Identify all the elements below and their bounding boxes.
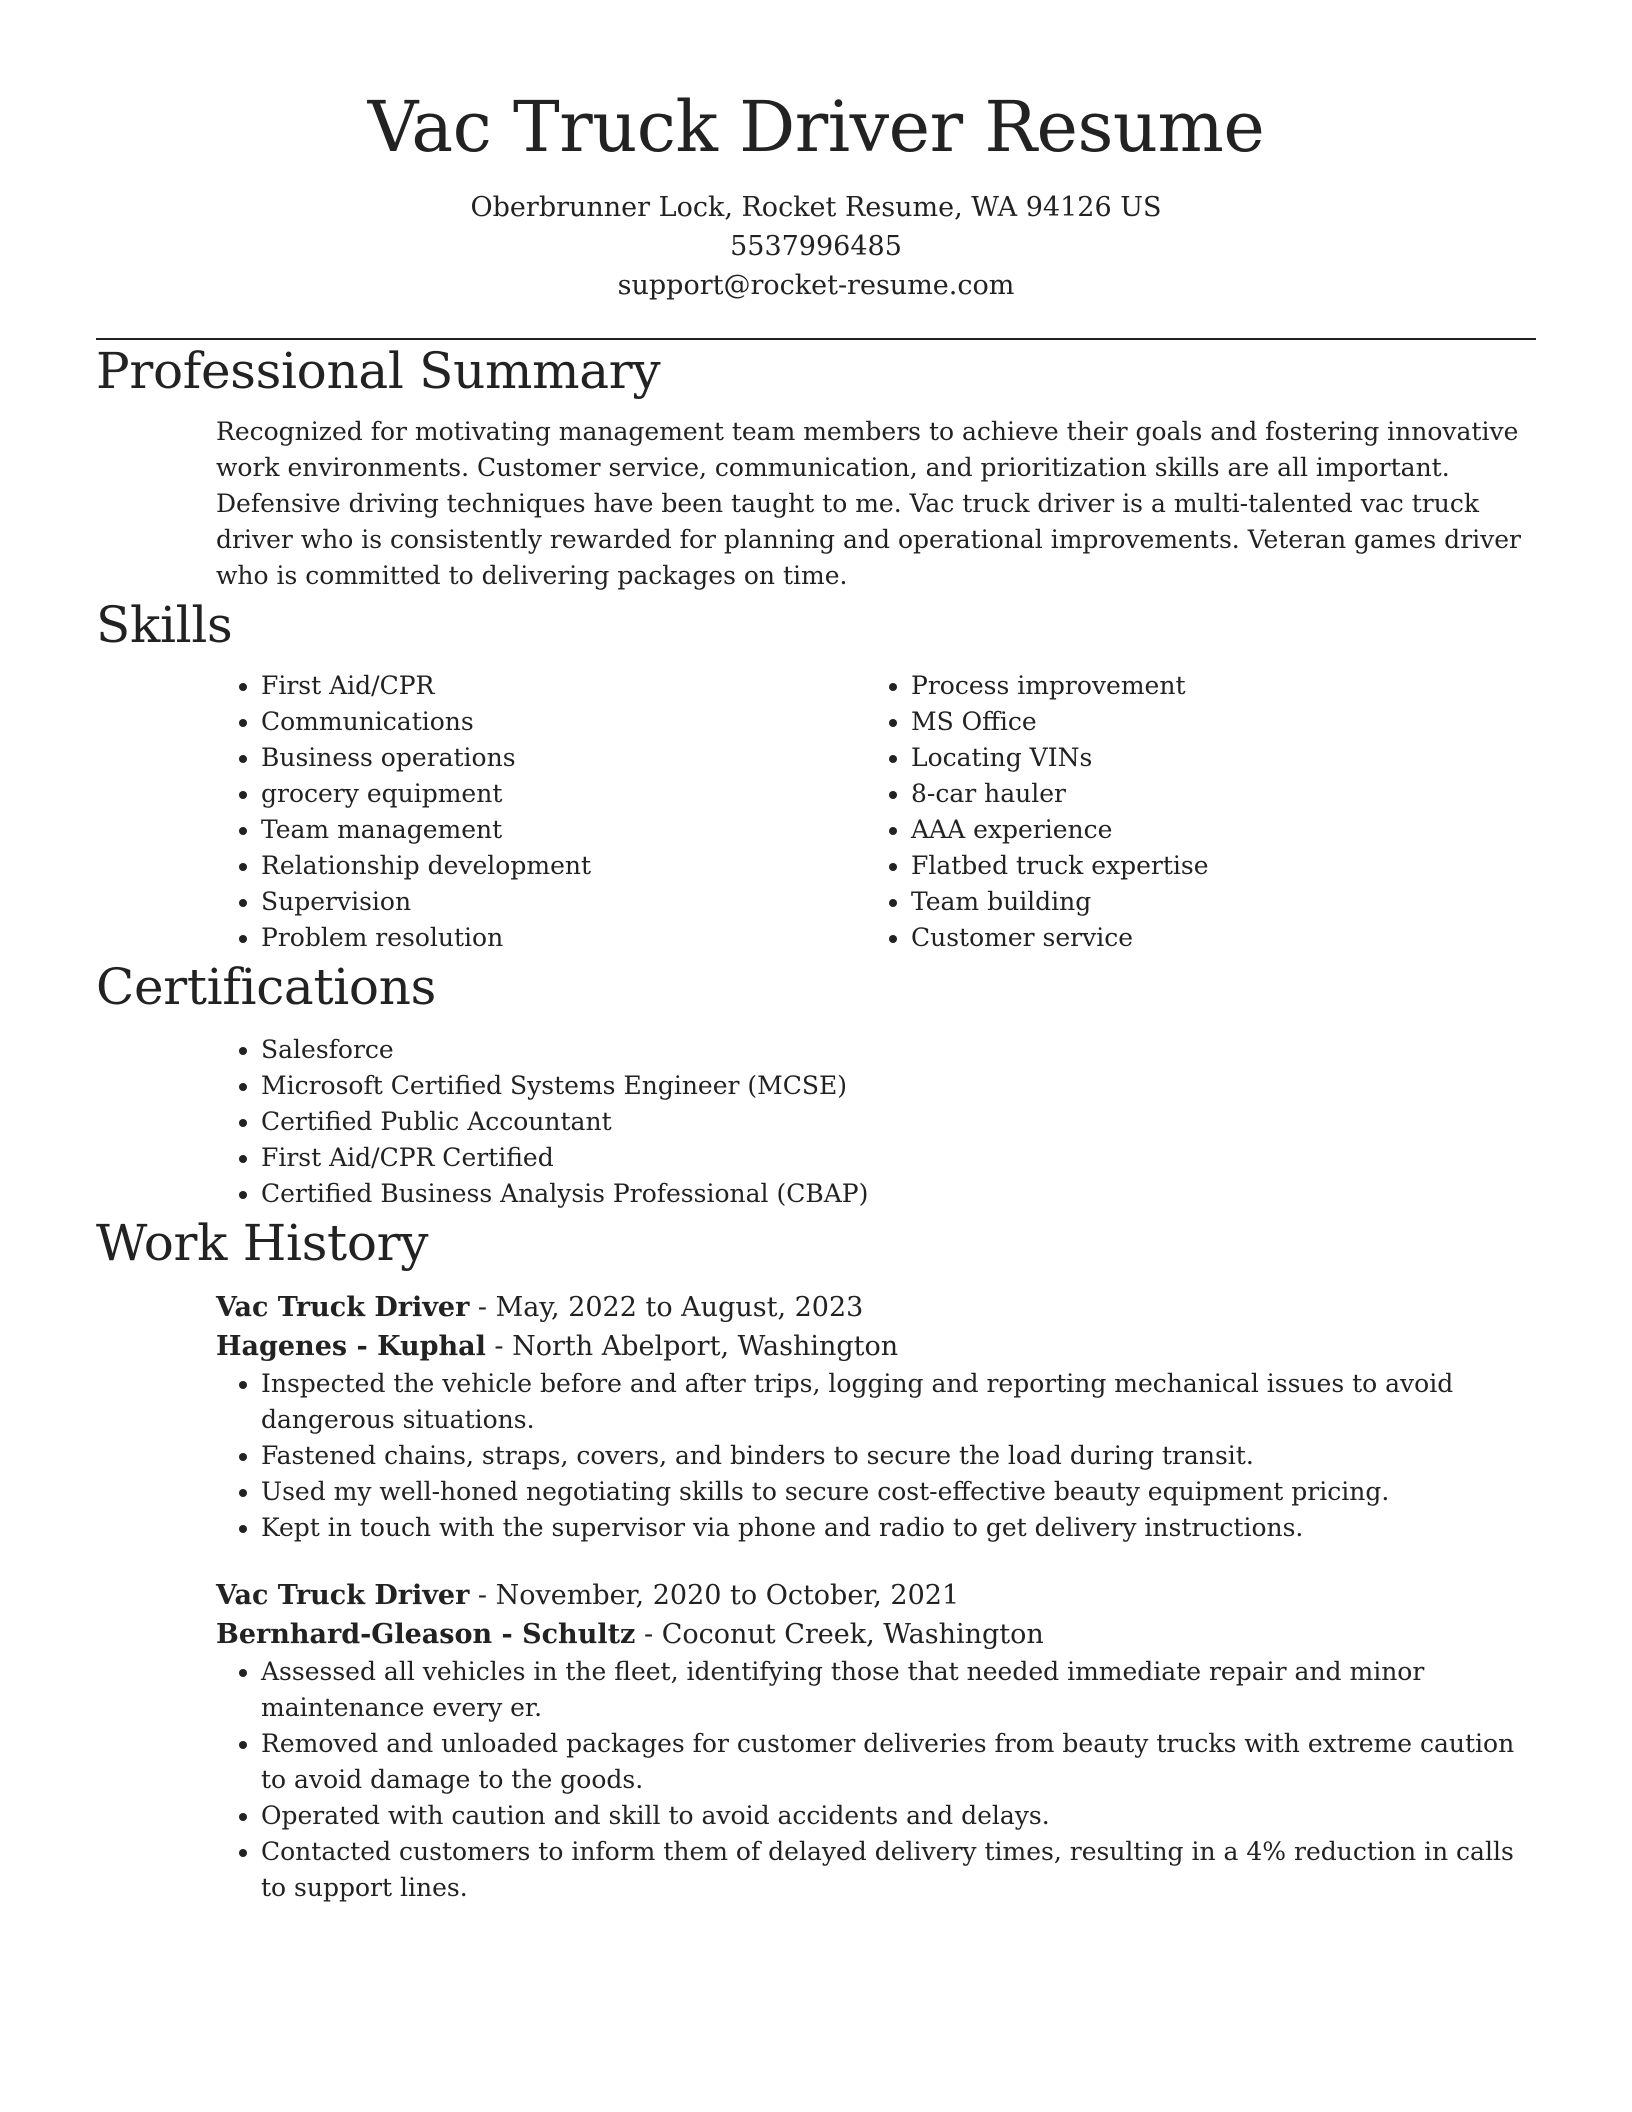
job-separator: - <box>635 1619 662 1650</box>
job-duty: • Kept in touch with the supervisor via phone and radio to get delivery instructions. <box>261 1510 1536 1546</box>
contact-email: support@rocket-resume.com <box>617 270 1015 301</box>
skill-item: • Locating VINs <box>911 740 1516 776</box>
job-separator: - <box>469 1292 496 1323</box>
job-title-line <box>216 1576 1536 1615</box>
summary-heading: Professional Summary <box>96 342 661 400</box>
skills-column-left <box>216 668 866 956</box>
job-duty: • Removed and unloaded packages for customer deliveries from beauty trucks with extreme caution to avoid damage to the goods. <box>261 1726 1536 1798</box>
skill-item: • First Aid/CPR <box>261 668 866 704</box>
skill-item: • Team management <box>261 812 866 848</box>
certifications-section <box>96 956 1536 1212</box>
job-duties-list <box>216 1654 1536 1906</box>
certifications-heading: Certifications <box>96 958 436 1016</box>
skill-item: • Team building <box>911 884 1516 920</box>
resume-title: Vac Truck Driver Resume <box>367 86 1265 168</box>
job-company-line <box>216 1327 1536 1366</box>
job-duty: • Fastened chains, straps, covers, and binders to secure the load during transit. <box>261 1438 1536 1474</box>
certification-item: • Certified Public Accountant <box>261 1104 1536 1140</box>
job-location: North Abelport, Washington <box>512 1331 899 1362</box>
skill-item: • Business operations <box>261 740 866 776</box>
work-history-section <box>96 1212 1536 1906</box>
summary-text: Recognized for motivating management team members to achieve their goals and fostering innovative work environments. Customer service, communication, and prioritization skills are all important. Defensive driving techniques have been taught to me. Vac truck driver is a multi-talented vac truck driver who is consistently rewarded for planning and operational improvements. Veteran games driver who is committed to delivering packages on time. <box>216 417 1522 590</box>
skills-grid <box>96 668 1536 956</box>
job-dates: May, 2022 to August, 2023 <box>495 1292 864 1323</box>
job-entry <box>96 1288 1536 1546</box>
skills-heading: Skills <box>96 596 233 654</box>
summary-section <box>96 340 1536 594</box>
resume-header <box>96 0 1536 305</box>
job-duty: • Operated with caution and skill to avoid accidents and delays. <box>261 1798 1536 1834</box>
job-duty: • Inspected the vehicle before and after trips, logging and reporting mechanical issues to avoid dangerous situations. <box>261 1366 1536 1438</box>
job-role: Vac Truck Driver <box>216 1292 470 1323</box>
skills-list-right <box>866 668 1516 956</box>
job-duty: • Used my well-honed negotiating skills to secure cost-effective beauty equipment pricing. <box>261 1474 1536 1510</box>
skill-item: • Flatbed truck expertise <box>911 848 1516 884</box>
contact-info <box>96 188 1536 305</box>
skill-item: • MS Office <box>911 704 1516 740</box>
job-entry <box>96 1576 1536 1906</box>
contact-phone: 5537996485 <box>730 231 902 262</box>
job-company-line <box>216 1615 1536 1654</box>
job-dates: November, 2020 to October, 2021 <box>495 1580 960 1611</box>
skill-item: • Communications <box>261 704 866 740</box>
skill-item: • Supervision <box>261 884 866 920</box>
job-location: Coconut Creek, Washington <box>661 1619 1044 1650</box>
certifications-list <box>216 1032 1536 1212</box>
skill-item: • Problem resolution <box>261 920 866 956</box>
skill-item: • AAA experience <box>911 812 1516 848</box>
certification-item: • Certified Business Analysis Professional (CBAP) <box>261 1176 1536 1212</box>
job-separator: - <box>485 1331 513 1362</box>
skills-list-left <box>216 668 866 956</box>
skills-column-right <box>866 668 1516 956</box>
job-title-line <box>216 1288 1536 1327</box>
skill-item: • Customer service <box>911 920 1516 956</box>
skills-section <box>96 594 1536 956</box>
certification-item: • First Aid/CPR Certified <box>261 1140 1536 1176</box>
job-company: Bernhard-Gleason - Schultz <box>216 1619 636 1650</box>
job-duty: • Assessed all vehicles in the fleet, identifying those that needed immediate repair and minor maintenance every er. <box>261 1654 1536 1726</box>
work-history-heading: Work History <box>96 1214 429 1272</box>
skill-item: • Relationship development <box>261 848 866 884</box>
job-duty: • Contacted customers to inform them of delayed delivery times, resulting in a 4% reduction in calls to support lines. <box>261 1834 1536 1906</box>
certification-item: • Salesforce <box>261 1032 1536 1068</box>
skill-item: • Process improvement <box>911 668 1516 704</box>
job-separator: - <box>469 1580 496 1611</box>
certification-item: • Microsoft Certified Systems Engineer (MCSE) <box>261 1068 1536 1104</box>
job-role: Vac Truck Driver <box>216 1580 470 1611</box>
skill-item: • 8-car hauler <box>911 776 1516 812</box>
skill-item: • grocery equipment <box>261 776 866 812</box>
job-duties-list <box>216 1366 1536 1546</box>
job-company: Hagenes - Kuphal <box>216 1331 486 1362</box>
contact-address: Oberbrunner Lock, Rocket Resume, WA 94126 US <box>470 192 1162 223</box>
